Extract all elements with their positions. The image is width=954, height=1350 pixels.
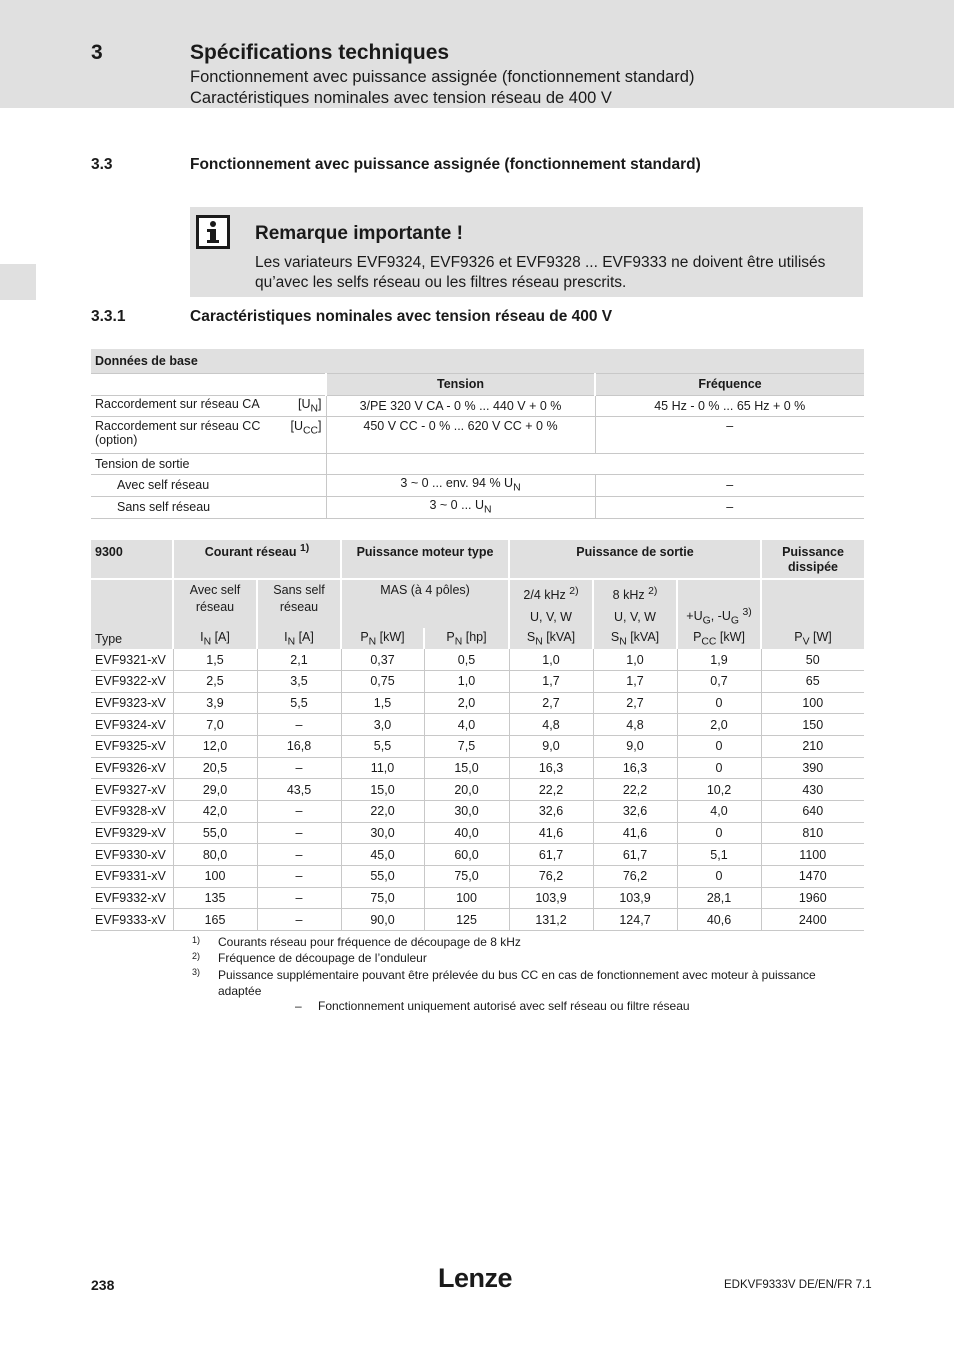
value-cell: 100: [424, 887, 509, 909]
type-cell: EVF9327-xV: [91, 779, 173, 801]
value-cell: 1470: [761, 866, 864, 888]
symbol-sub: N: [310, 403, 319, 415]
unit-pn-hp: $P_N$ [hp]: [424, 628, 509, 649]
row-label: Avec self réseau: [91, 474, 326, 496]
base-table-title-row: [91, 349, 864, 373]
col-series: 9300: [91, 540, 173, 579]
value-cell: 100: [761, 692, 864, 714]
col-mains-current: Courant réseau $^{1)}$: [173, 540, 341, 579]
note-body: Les variateurs EVF9324, EVF9326 et EVF9328 ... EVF9333 ne doivent être utilisés qu’avec les selfs réseau ou les filtres réseau prescrits.: [255, 254, 826, 291]
value-cell: 0: [677, 757, 761, 779]
value-cell: 2,5: [173, 670, 257, 692]
voltage-value: 3 ~ 0 ... U: [429, 498, 485, 513]
symbol-sub: CC: [302, 425, 319, 436]
value-cell: 2,0: [424, 692, 509, 714]
empty-cell: [91, 579, 173, 628]
value-cell: 131,2: [509, 909, 593, 931]
header-empty-cell: [91, 373, 326, 395]
row-label: Tension de sortie: [91, 453, 326, 474]
voltage-sub: N: [513, 482, 521, 494]
voltage-cell: [326, 496, 595, 518]
page-number: 238: [91, 1277, 115, 1293]
value-cell: 32,6: [593, 800, 677, 822]
value-cell: 20,5: [173, 757, 257, 779]
frequency-value: –: [595, 416, 864, 453]
table-row: [91, 757, 864, 779]
value-cell: 1960: [761, 887, 864, 909]
table-row: [91, 670, 864, 692]
footnote-3: Puissance supplémentaire pouvant être prélevée du bus CC en cas de fonctionnement avec moteur à puissance adaptée: [218, 968, 816, 998]
value-cell: 1,9: [677, 649, 761, 670]
value-cell: 124,7: [593, 909, 677, 931]
value-cell: 5,1: [677, 844, 761, 866]
value-cell: 1,0: [424, 670, 509, 692]
value-cell: 16,8: [257, 735, 341, 757]
footnote-dash: Fonctionnement uniquement autorisé avec self réseau ou filtre réseau: [318, 999, 690, 1013]
type-cell: EVF9332-xV: [91, 887, 173, 909]
voltage-value: 450 V CC - 0 % ... 620 V CC + 0 %: [326, 416, 595, 453]
header-row-2: [91, 579, 864, 628]
footnote-ref: 3): [742, 606, 752, 618]
value-cell: 1,7: [509, 670, 593, 692]
base-data-table: [91, 349, 864, 519]
col-2-4-khz: 2/4 kHz $^{2)}$ U, V, W: [509, 579, 593, 628]
voltage-sub: N: [484, 504, 492, 516]
value-cell: 60,0: [424, 844, 509, 866]
value-cell: 22,2: [593, 779, 677, 801]
table-row: [91, 779, 864, 801]
value-cell: 28,1: [677, 887, 761, 909]
rated-data-table: [91, 540, 864, 931]
value-cell: 125: [424, 909, 509, 931]
value-cell: 135: [173, 887, 257, 909]
value-cell: –: [257, 844, 341, 866]
type-cell: EVF9326-xV: [91, 757, 173, 779]
uvw-label: U, V, W: [614, 610, 656, 625]
table-row: [91, 822, 864, 844]
base-row-with-reactor: [91, 474, 864, 496]
value-cell: 4,8: [509, 714, 593, 736]
value-cell: 75,0: [424, 866, 509, 888]
value-cell: –: [257, 909, 341, 931]
value-cell: 1,5: [173, 649, 257, 670]
value-cell: –: [257, 800, 341, 822]
value-cell: 7,5: [424, 735, 509, 757]
voltage-value: 3 ~ 0 ... env. 94 % U: [400, 476, 514, 491]
unit-pv: $P_V$ [W]: [761, 628, 864, 649]
table-row: [91, 800, 864, 822]
value-cell: 40,6: [677, 909, 761, 931]
type-cell: EVF9333-xV: [91, 909, 173, 931]
type-cell: EVF9325-xV: [91, 735, 173, 757]
value-cell: 80,0: [173, 844, 257, 866]
uvw-label: U, V, W: [530, 610, 572, 625]
value-cell: 150: [761, 714, 864, 736]
value-cell: 9,0: [593, 735, 677, 757]
col-asm-4-pole: MAS (à 4 pôles): [341, 579, 509, 628]
unit-in-with: $I_N$ [A]: [173, 628, 257, 649]
voltage-value: 3/PE 320 V CA - 0 % ... 440 V + 0 %: [326, 395, 595, 416]
value-cell: 2400: [761, 909, 864, 931]
row-label: Raccordement sur réseau CC (option): [95, 418, 261, 447]
col-ug: $+U_G$, $-U_G$ $^{3)}$: [677, 579, 761, 628]
value-cell: 0: [677, 735, 761, 757]
value-cell: 390: [761, 757, 864, 779]
lenze-logo: Lenze: [438, 1263, 513, 1293]
value-cell: 50: [761, 649, 864, 670]
value-cell: 3,0: [341, 714, 424, 736]
subsection-number: 3.3.1: [91, 308, 126, 325]
value-cell: 1,0: [593, 649, 677, 670]
col-motor-power: Puissance moteur type: [341, 540, 509, 579]
value-cell: 29,0: [173, 779, 257, 801]
value-cell: 22,0: [341, 800, 424, 822]
col-8-khz: 8 kHz $^{2)}$ U, V, W: [593, 579, 677, 628]
value-cell: 61,7: [509, 844, 593, 866]
value-cell: 41,6: [509, 822, 593, 844]
value-cell: 2,1: [257, 649, 341, 670]
value-cell: 42,0: [173, 800, 257, 822]
value-cell: 30,0: [424, 800, 509, 822]
frequency-value: –: [595, 474, 864, 496]
footnote-mark: 1): [192, 935, 201, 945]
type-cell: EVF9329-xV: [91, 822, 173, 844]
table-row: [91, 866, 864, 888]
base-table-header-row: [91, 373, 864, 395]
type-cell: EVF9331-xV: [91, 866, 173, 888]
footnote-1: Courants réseau pour fréquence de découpage de 8 kHz: [218, 935, 521, 949]
footnote-2: Fréquence de découpage de l’onduleur: [218, 951, 427, 965]
footnote-dash-mark: –: [295, 999, 302, 1013]
table-row: [91, 649, 864, 670]
value-cell: 65: [761, 670, 864, 692]
col-output-power: Puissance de sortie: [509, 540, 761, 579]
value-cell: 3,9: [173, 692, 257, 714]
unit-in-without: $I_N$ [A]: [257, 628, 341, 649]
value-cell: 210: [761, 735, 864, 757]
section-number: 3.3: [91, 156, 113, 173]
header-subtitle-1: Fonctionnement avec puissance assignée (fonctionnement standard): [190, 68, 695, 86]
symbol: U: [293, 418, 303, 433]
value-cell: 22,2: [509, 779, 593, 801]
section-title: Fonctionnement avec puissance assignée (fonctionnement standard): [190, 156, 701, 173]
value-cell: 1,7: [593, 670, 677, 692]
value-cell: 45,0: [341, 844, 424, 866]
value-cell: 41,6: [593, 822, 677, 844]
empty-cell: [326, 453, 864, 474]
value-cell: 4,8: [593, 714, 677, 736]
value-cell: 61,7: [593, 844, 677, 866]
col-with-reactor: Avec self réseau: [173, 579, 257, 628]
value-cell: 7,0: [173, 714, 257, 736]
footnote-ref: 1): [299, 543, 310, 554]
value-cell: 1100: [761, 844, 864, 866]
value-cell: 43,5: [257, 779, 341, 801]
important-note: [190, 207, 863, 297]
value-cell: 15,0: [424, 757, 509, 779]
base-row-without-reactor: [91, 496, 864, 518]
value-cell: 2,7: [593, 692, 677, 714]
value-cell: 2,7: [509, 692, 593, 714]
chapter-side-tab: [0, 264, 36, 300]
unit-sn-1: $S_N$ [kVA]: [509, 628, 593, 649]
col-power-loss: Puissance dissipée: [761, 540, 864, 579]
col-without-reactor: Sans self réseau: [257, 579, 341, 628]
value-cell: 810: [761, 822, 864, 844]
base-row-ac: [91, 395, 864, 416]
value-cell: 0: [677, 692, 761, 714]
value-cell: 30,0: [341, 822, 424, 844]
table-row: [91, 714, 864, 736]
footnote-ref: 2): [648, 586, 658, 597]
value-cell: 103,9: [593, 887, 677, 909]
value-cell: 0,75: [341, 670, 424, 692]
row-label-cell: Raccordement sur réseau CC (option) $[U_{CC}]$: [91, 416, 326, 453]
row-label-cell: Raccordement sur réseau CA $[U_N]$: [91, 395, 326, 416]
value-cell: 76,2: [509, 866, 593, 888]
value-cell: 76,2: [593, 866, 677, 888]
value-cell: 3,5: [257, 670, 341, 692]
col-voltage: Tension: [326, 373, 595, 395]
value-cell: 5,5: [341, 735, 424, 757]
voltage-cell: [326, 474, 595, 496]
value-cell: 55,0: [173, 822, 257, 844]
value-cell: –: [257, 866, 341, 888]
row-label: Sans self réseau: [91, 496, 326, 518]
document-id: EDKVF9333V DE/EN/FR 7.1: [724, 1279, 872, 1291]
unit-pn-kw: $P_N$ [kW]: [341, 628, 424, 649]
col-frequency: Fréquence: [595, 373, 864, 395]
type-cell: EVF9323-xV: [91, 692, 173, 714]
base-row-output: [91, 453, 864, 474]
info-icon: [196, 215, 230, 249]
unit-type: Type: [91, 628, 173, 649]
value-cell: 103,9: [509, 887, 593, 909]
symbol: U: [301, 396, 311, 411]
value-cell: 1,5: [341, 692, 424, 714]
value-cell: 20,0: [424, 779, 509, 801]
unit-pcc: $P_{CC}$ [kW]: [677, 628, 761, 649]
value-cell: 15,0: [341, 779, 424, 801]
chapter-number: 3: [91, 41, 103, 64]
value-cell: –: [257, 822, 341, 844]
value-cell: 55,0: [341, 866, 424, 888]
value-cell: 11,0: [341, 757, 424, 779]
value-cell: 16,3: [509, 757, 593, 779]
value-cell: –: [257, 714, 341, 736]
empty-cell: [761, 579, 864, 628]
frequency-value: –: [595, 496, 864, 518]
value-cell: 0,5: [424, 649, 509, 670]
table-row: [91, 844, 864, 866]
value-cell: –: [257, 757, 341, 779]
value-cell: 0,7: [677, 670, 761, 692]
type-cell: EVF9330-xV: [91, 844, 173, 866]
value-cell: 1,0: [509, 649, 593, 670]
table-body: [91, 649, 864, 930]
value-cell: 4,0: [424, 714, 509, 736]
value-cell: 75,0: [341, 887, 424, 909]
value-cell: 12,0: [173, 735, 257, 757]
header-row-units: [91, 628, 864, 649]
table-row: [91, 735, 864, 757]
type-cell: EVF9322-xV: [91, 670, 173, 692]
value-cell: 16,3: [593, 757, 677, 779]
base-table-title: Données de base: [91, 349, 864, 373]
footnote-mark: 3): [192, 967, 201, 977]
value-cell: –: [257, 887, 341, 909]
row-label: Raccordement sur réseau CA: [95, 396, 260, 411]
type-cell: EVF9328-xV: [91, 800, 173, 822]
value-cell: 10,2: [677, 779, 761, 801]
value-cell: 430: [761, 779, 864, 801]
footnote-ref: 2): [569, 586, 579, 597]
chapter-title: Spécifications techniques: [190, 41, 450, 64]
frequency-value: 45 Hz - 0 % ... 65 Hz + 0 %: [595, 395, 864, 416]
value-cell: 640: [761, 800, 864, 822]
value-cell: 0,37: [341, 649, 424, 670]
header-row-1: [91, 540, 864, 579]
value-cell: 5,5: [257, 692, 341, 714]
value-cell: 0: [677, 822, 761, 844]
value-cell: 2,0: [677, 714, 761, 736]
note-title: Remarque importante !: [255, 223, 463, 244]
subsection-title: Caractéristiques nominales avec tension réseau de 400 V: [190, 308, 613, 325]
type-cell: EVF9324-xV: [91, 714, 173, 736]
value-cell: 40,0: [424, 822, 509, 844]
value-cell: 32,6: [509, 800, 593, 822]
table-row: [91, 909, 864, 931]
value-cell: 100: [173, 866, 257, 888]
type-cell: EVF9321-xV: [91, 649, 173, 670]
value-cell: 90,0: [341, 909, 424, 931]
table-row: [91, 887, 864, 909]
value-cell: 9,0: [509, 735, 593, 757]
value-cell: 165: [173, 909, 257, 931]
value-cell: 4,0: [677, 800, 761, 822]
value-cell: 0: [677, 866, 761, 888]
footnote-mark: 2): [192, 951, 201, 961]
unit-sn-2: $S_N$ [kVA]: [593, 628, 677, 649]
base-row-dc: [91, 416, 864, 453]
table-row: [91, 692, 864, 714]
header-subtitle-2: Caractéristiques nominales avec tension réseau de 400 V: [190, 89, 612, 107]
